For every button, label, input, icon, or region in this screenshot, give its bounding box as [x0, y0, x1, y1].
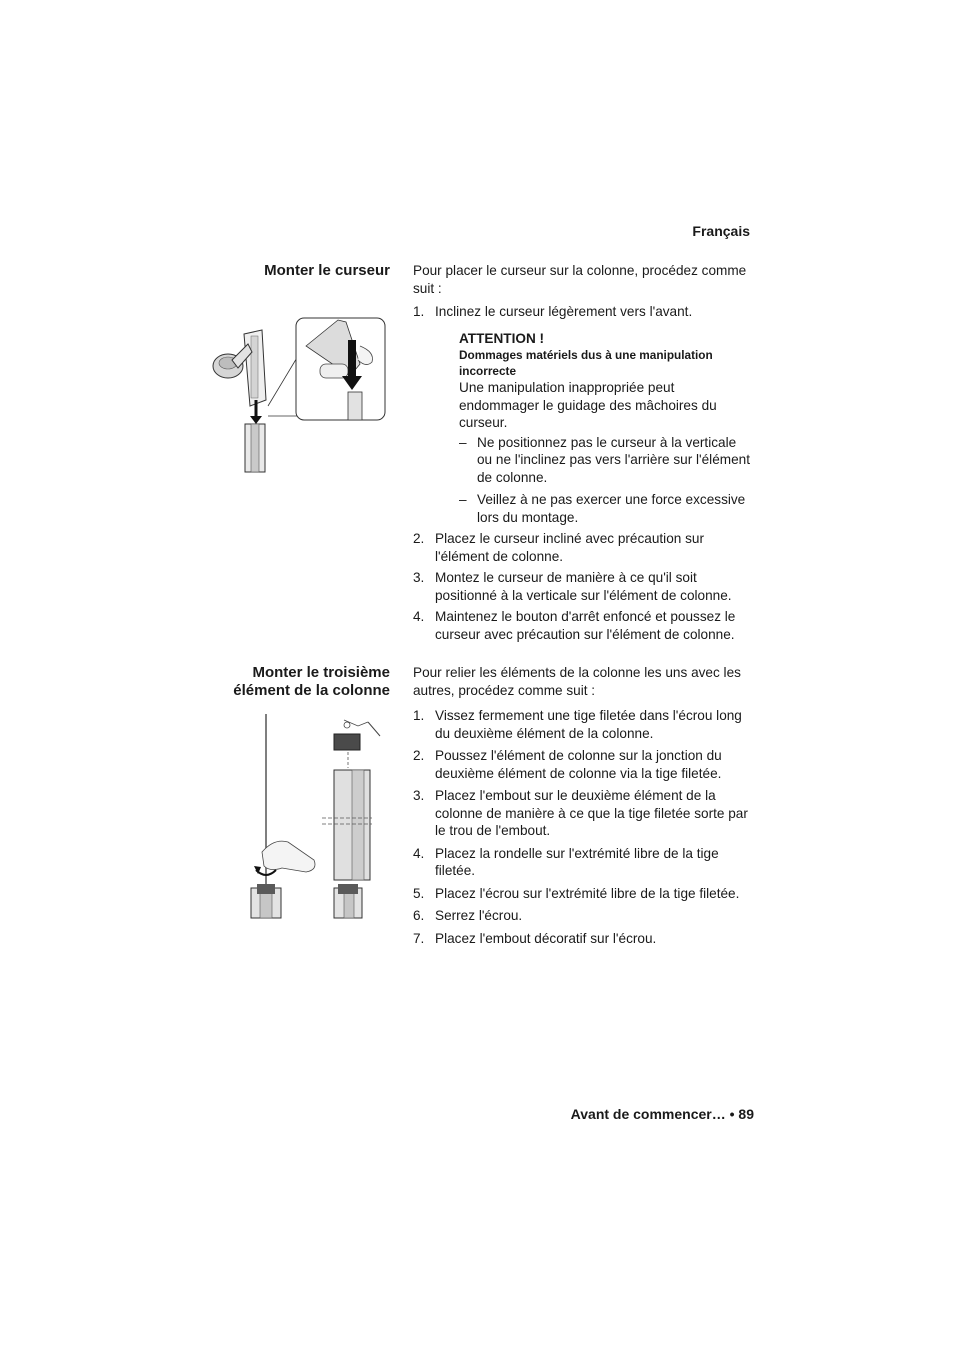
- step-number: 3.: [413, 788, 425, 803]
- section1-intro: Pour placer le curseur sur la colonne, procédez comme suit :: [413, 263, 747, 296]
- section1-steps: [413, 303, 755, 321]
- step-number: 3.: [413, 570, 425, 585]
- list-item: [413, 707, 755, 742]
- list-item: [413, 907, 755, 925]
- heading-line: élément de la colonne: [233, 682, 390, 699]
- step-number: 7.: [413, 930, 425, 946]
- step-text: Maintenez le bouton d'arrêt enfoncé et poussez le curseur avec précaution sur l'élément de colonne.: [435, 609, 736, 642]
- list-item: [413, 885, 755, 903]
- step-number: 1.: [413, 708, 425, 723]
- list-item: [459, 434, 755, 487]
- column-assembly-illustration: [248, 712, 393, 920]
- list-item: [413, 747, 755, 782]
- step-text: Montez le curseur de manière à ce qu'il soit positionné à la verticale sur l'élément de colonne.: [435, 570, 732, 603]
- warning-text: Une manipulation inappropriée peut endommager le guidage des mâchoires du curseur.: [459, 380, 717, 430]
- list-item: [413, 845, 755, 880]
- step-text: Poussez l'élément de colonne sur la jonction du deuxième élément de colonne via la tige filetée.: [435, 748, 722, 781]
- heading-line: Monter le troisième: [252, 664, 390, 681]
- step-number: 2.: [413, 748, 425, 763]
- warning-box: [459, 330, 755, 527]
- list-item: [413, 303, 755, 321]
- step-number: 6.: [413, 908, 425, 923]
- warning-item-text: Veillez à ne pas exercer une force excessive lors du montage.: [477, 492, 746, 525]
- step-number: 1.: [413, 304, 425, 319]
- section1-body: [413, 262, 755, 643]
- step-text: Inclinez le curseur légèrement vers l'avant.: [435, 304, 693, 319]
- list-item: [413, 930, 755, 948]
- section2-body: [413, 664, 755, 947]
- warning-item-text: Ne positionnez pas le curseur à la verticale ou ne l'inclinez pas vers l'arrière sur l'élément de colonne.: [477, 434, 750, 485]
- step-number: 4.: [413, 609, 425, 624]
- section2-intro: Pour relier les éléments de la colonne les uns avec les autres, procédez comme suit :: [413, 665, 741, 698]
- warning-title: ATTENTION !: [459, 330, 545, 346]
- step-number: 4.: [413, 845, 425, 861]
- language-label: Français: [692, 223, 750, 239]
- section1-steps-continued: [413, 530, 755, 643]
- list-item: [413, 787, 755, 840]
- list-item: [459, 491, 755, 526]
- list-item: [413, 530, 755, 565]
- list-item: [413, 608, 755, 643]
- step-text: Serrez l'écrou.: [435, 908, 523, 923]
- step-text: Vissez fermement une tige filetée dans l'écrou long du deuxième élément de la colonne.: [435, 708, 742, 741]
- step-number: 2.: [413, 531, 425, 546]
- cursor-mounting-illustration: [210, 316, 390, 476]
- step-text: Placez l'embout décoratif sur l'écrou.: [435, 930, 657, 946]
- section-heading-troisieme-element: [233, 664, 390, 700]
- step-text: Placez la rondelle sur l'extrémité libre de la tige filetée.: [435, 845, 719, 878]
- step-text: Placez l'écrou sur l'extrémité libre de la tige filetée.: [435, 885, 740, 901]
- step-text: Placez le curseur incliné avec précaution sur l'élément de colonne.: [435, 531, 704, 564]
- dash-bullet: –: [459, 492, 467, 507]
- step-text: Placez l'embout sur le deuxième élément de la colonne de manière à ce que la tige filetée sorte par le trou de l'embout.: [435, 788, 748, 838]
- warning-list: [459, 434, 755, 527]
- page-footer: Avant de commencer… • 89: [570, 1106, 754, 1122]
- warning-subtitle: Dommages matériels dus à une manipulation incorrecte: [459, 348, 713, 378]
- section2-steps: [413, 707, 755, 947]
- section-heading-monter-curseur: Monter le curseur: [264, 262, 390, 279]
- dash-bullet: –: [459, 434, 467, 450]
- list-item: [413, 569, 755, 604]
- step-number: 5.: [413, 885, 425, 901]
